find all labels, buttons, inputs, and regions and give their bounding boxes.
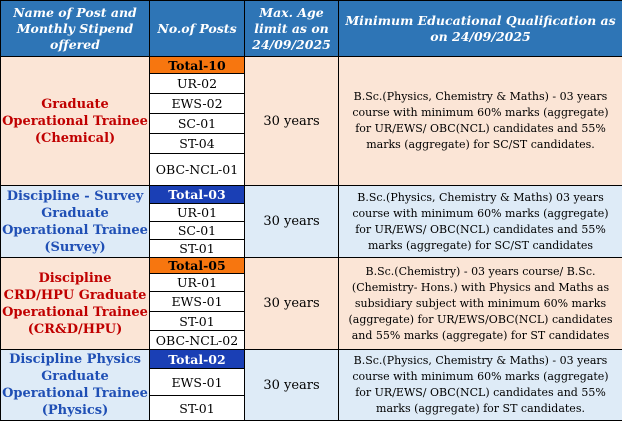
total-posts-badge: Total-05 <box>150 258 245 274</box>
category-count: ST-04 <box>150 134 245 154</box>
total-posts-badge: Total-10 <box>150 57 245 74</box>
table-row <box>1 57 622 74</box>
total-posts-badge: Total-03 <box>150 186 245 204</box>
total-posts-badge: Total-02 <box>150 350 245 369</box>
age-limit-cell: 30 years <box>245 57 339 186</box>
age-limit-cell: 30 years <box>245 186 339 258</box>
table-row <box>1 350 622 369</box>
category-count: EWS-02 <box>150 94 245 114</box>
header-post-name: Name of Post and Monthly Stipend offered <box>1 1 150 57</box>
category-count: SC-01 <box>150 114 245 134</box>
category-count: OBC-NCL-01 <box>150 154 245 186</box>
category-count: ST-01 <box>150 312 245 331</box>
category-count: UR-01 <box>150 204 245 222</box>
header-max-age: Max. Age limit as on 24/09/2025 <box>245 1 339 57</box>
post-name-cell: Discipline - Survey Graduate Operational Trainee (Survey) <box>1 186 150 258</box>
post-name-cell: Discipline CRD/HPU Graduate Operational Trainee (CR&D/HPU) <box>1 258 150 350</box>
table-row <box>1 258 622 274</box>
qualification-cell: B.Sc.(Physics, Chemistry & Maths) - 03 years course with minimum 60% marks (aggregate) for UR/EWS/ OBC(NCL) candidates and 55% marks (aggregate) for ST candidates. <box>339 350 622 421</box>
header-qualification: Minimum Educational Qualification as on 24/09/2025 <box>339 1 622 57</box>
qualification-cell: B.Sc.(Physics, Chemistry & Maths) 03 years course with minimum 60% marks (aggregate) for UR/EWS/ OBC(NCL) candidates and 55% marks (aggregate) for SC/ST candidates <box>339 186 622 258</box>
post-name-cell: Discipline Physics Graduate Operational Trainee (Physics) <box>1 350 150 421</box>
age-limit-cell: 30 years <box>245 258 339 350</box>
category-count: UR-01 <box>150 274 245 292</box>
category-count: EWS-01 <box>150 369 245 396</box>
category-count: ST-01 <box>150 396 245 421</box>
table-row <box>1 186 622 204</box>
header-no-of-posts: No.of Posts <box>150 1 245 57</box>
category-count: SC-01 <box>150 222 245 240</box>
category-count: UR-02 <box>150 74 245 94</box>
qualification-cell: B.Sc.(Chemistry) - 03 years course/ B.Sc.(Chemistry- Hons.) with Physics and Maths as subsidiary subject with minimum 60% marks (aggregate) for UR/EWS/OBC(NCL) candidates and 55% marks (aggregate) for ST candidates <box>339 258 622 350</box>
post-name-cell: Graduate Operational Trainee (Chemical) <box>1 57 150 186</box>
header-row <box>1 1 622 57</box>
category-count: EWS-01 <box>150 292 245 312</box>
category-count: OBC-NCL-02 <box>150 331 245 350</box>
age-limit-cell: 30 years <box>245 350 339 421</box>
qualification-cell: B.Sc.(Physics, Chemistry & Maths) - 03 years course with minimum 60% marks (aggregate) for UR/EWS/ OBC(NCL) candidates and 55% marks (aggregate) for SC/ST candidates. <box>339 57 622 186</box>
category-count: ST-01 <box>150 240 245 258</box>
